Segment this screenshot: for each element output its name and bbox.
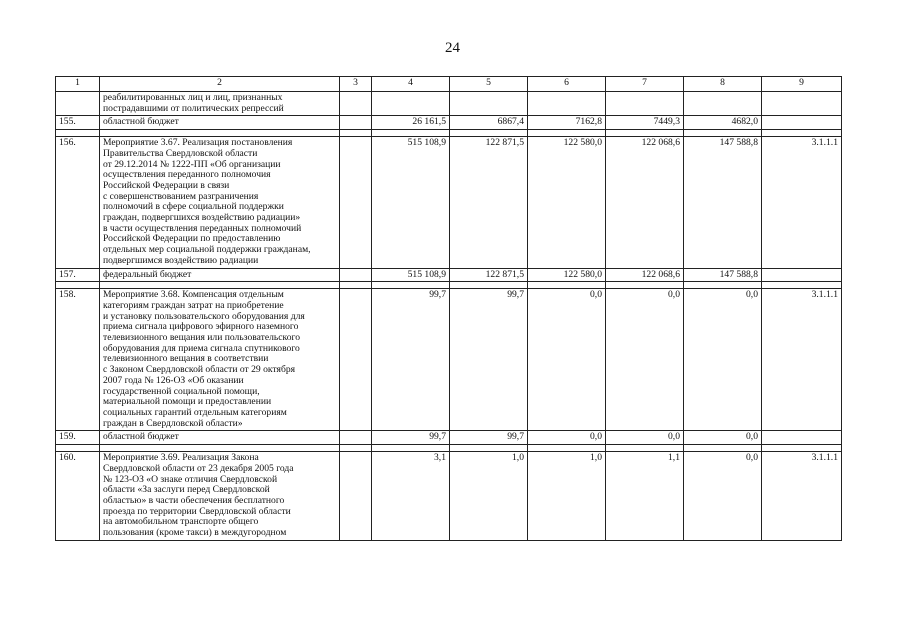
- row-description: [100, 452, 340, 541]
- spacer-cell: [372, 445, 450, 452]
- description-line: области «За заслуги перед Свердловской: [103, 484, 270, 496]
- description-line: приема сигнала цифрового эфирного наземного: [103, 321, 299, 333]
- description-line: пострадавшими от политических репрессий: [103, 102, 284, 114]
- table-row: [56, 137, 842, 268]
- row-description: [100, 92, 340, 116]
- spacer-cell: [450, 282, 528, 289]
- description-line: областью» в части обеспечения бесплатного: [103, 494, 285, 506]
- spacer-cell: [684, 445, 762, 452]
- spacer-cell: [450, 130, 528, 137]
- description-line: оборудования для приема сигнала спутникового: [103, 342, 300, 354]
- description-line: Мероприятие 3.68. Компенсация отдельным: [103, 289, 284, 301]
- value-cell-c5: 99,7: [450, 431, 528, 445]
- value-cell-c6: 122 580,0: [528, 268, 606, 282]
- description-line: категориям граждан затрат на приобретение: [103, 299, 284, 311]
- table-row: [56, 92, 842, 116]
- row-number: 160.: [56, 452, 100, 541]
- description-line: от 29.12.2014 № 1222-ПП «Об организации: [103, 158, 281, 170]
- spacer-cell: [372, 282, 450, 289]
- description-line: проезда по территории Свердловской области: [103, 505, 291, 517]
- row-number: [56, 92, 100, 116]
- column-header: 1: [56, 77, 100, 92]
- description-line: 2007 года № 126-ОЗ «Об оказании: [103, 374, 244, 386]
- value-cell-c3: [340, 431, 372, 445]
- value-cell-c3: [340, 452, 372, 541]
- value-cell-c3: [340, 116, 372, 130]
- spacer-cell: [450, 445, 528, 452]
- row-spacer: [56, 282, 842, 289]
- description-line: Свердловской области от 23 декабря 2005 года: [103, 462, 294, 474]
- row-number: 158.: [56, 289, 100, 431]
- page-number: 24: [445, 40, 460, 56]
- description-line: государственной социальной помощи,: [103, 385, 260, 397]
- spacer-cell: [528, 282, 606, 289]
- row-description: [100, 289, 340, 431]
- value-cell-c6: 122 580,0: [528, 137, 606, 268]
- description-line: телевизионного вещания или пользовательского: [103, 332, 300, 344]
- row-spacer: [56, 130, 842, 137]
- value-cell-c8: 4682,0: [684, 116, 762, 130]
- description-line: и установку пользовательского оборудования для: [103, 310, 305, 322]
- value-cell-c4: 99,7: [372, 289, 450, 431]
- row-description: [100, 116, 340, 130]
- value-cell-c5: 122 871,5: [450, 137, 528, 268]
- value-cell-c6: 7162,8: [528, 116, 606, 130]
- value-cell-c4: 515 108,9: [372, 268, 450, 282]
- description-line: Мероприятие 3.67. Реализация постановления: [103, 137, 293, 149]
- description-line: граждан, подвергшихся воздействию радиации»: [103, 212, 301, 224]
- value-cell-c9: [762, 116, 842, 130]
- table-row: [56, 268, 842, 282]
- description-line: осуществления переданного полномочия: [103, 169, 271, 181]
- description-line: полномочий в сфере социальной поддержки: [103, 201, 284, 213]
- value-cell-c5: 122 871,5: [450, 268, 528, 282]
- description-line: Российской Федерации по предоставлению: [103, 233, 281, 245]
- spacer-cell: [762, 130, 842, 137]
- spacer-cell: [528, 130, 606, 137]
- description-line: социальных гарантий отдельным категориям: [103, 406, 287, 418]
- value-cell-c3: [340, 268, 372, 282]
- value-cell-c9: 3.1.1.1: [762, 452, 842, 541]
- row-number: 159.: [56, 431, 100, 445]
- value-cell-c9: 3.1.1.1: [762, 137, 842, 268]
- value-cell-c7: 0,0: [606, 289, 684, 431]
- value-cell-c8: 147 588,8: [684, 137, 762, 268]
- row-number: 157.: [56, 268, 100, 282]
- description-line: Правительства Свердловской области: [103, 147, 258, 159]
- value-cell-c6: 0,0: [528, 289, 606, 431]
- row-spacer: [56, 445, 842, 452]
- value-cell-c6: 0,0: [528, 431, 606, 445]
- column-header: 6: [528, 77, 606, 92]
- value-cell-c9: [762, 431, 842, 445]
- value-cell-c8: 0,0: [684, 431, 762, 445]
- value-cell-c5: [450, 92, 528, 116]
- spacer-cell: [762, 282, 842, 289]
- budget-table: [55, 76, 842, 541]
- row-description: [100, 137, 340, 268]
- column-header: 3: [340, 77, 372, 92]
- value-cell-c5: 99,7: [450, 289, 528, 431]
- description-line: федеральный бюджет: [103, 268, 192, 280]
- column-header: 8: [684, 77, 762, 92]
- value-cell-c7: [606, 92, 684, 116]
- value-cell-c9: 3.1.1.1: [762, 289, 842, 431]
- value-cell-c8: [684, 92, 762, 116]
- column-header: 9: [762, 77, 842, 92]
- row-number: 156.: [56, 137, 100, 268]
- description-line: отдельных мер социальной поддержки гражданам,: [103, 244, 311, 256]
- spacer-cell: [100, 445, 340, 452]
- spacer-cell: [372, 130, 450, 137]
- value-cell-c8: 147 588,8: [684, 268, 762, 282]
- description-line: подвергшимся воздействию радиации: [103, 254, 259, 266]
- spacer-cell: [100, 130, 340, 137]
- table-row: [56, 452, 842, 541]
- value-cell-c4: 99,7: [372, 431, 450, 445]
- value-cell-c7: 1,1: [606, 452, 684, 541]
- value-cell-c3: [340, 137, 372, 268]
- value-cell-c7: 7449,3: [606, 116, 684, 130]
- value-cell-c7: 122 068,6: [606, 137, 684, 268]
- spacer-cell: [340, 445, 372, 452]
- description-line: Российской Федерации в связи: [103, 179, 230, 191]
- row-number: 155.: [56, 116, 100, 130]
- description-line: в части осуществления переданных полномочий: [103, 222, 302, 234]
- spacer-cell: [340, 282, 372, 289]
- spacer-cell: [606, 282, 684, 289]
- column-header-row: [56, 77, 842, 92]
- value-cell-c9: [762, 92, 842, 116]
- spacer-cell: [606, 130, 684, 137]
- spacer-cell: [762, 445, 842, 452]
- value-cell-c6: [528, 92, 606, 116]
- column-header: 2: [100, 77, 340, 92]
- value-cell-c4: 515 108,9: [372, 137, 450, 268]
- description-line: материальной помощи и предоставлении: [103, 396, 272, 408]
- row-description: [100, 268, 340, 282]
- value-cell-c5: 1,0: [450, 452, 528, 541]
- column-header: 4: [372, 77, 450, 92]
- value-cell-c4: [372, 92, 450, 116]
- value-cell-c4: 3,1: [372, 452, 450, 541]
- value-cell-c3: [340, 289, 372, 431]
- spacer-cell: [56, 282, 100, 289]
- value-cell-c3: [340, 92, 372, 116]
- value-cell-c5: 6867,4: [450, 116, 528, 130]
- value-cell-c9: [762, 268, 842, 282]
- value-cell-c4: 26 161,5: [372, 116, 450, 130]
- column-header: 5: [450, 77, 528, 92]
- description-line: Мероприятие 3.69. Реализация Закона: [103, 452, 259, 464]
- column-header: 7: [606, 77, 684, 92]
- spacer-cell: [100, 282, 340, 289]
- table-body: [56, 77, 842, 541]
- description-line: с Законом Свердловской области от 29 октября: [103, 364, 296, 376]
- spacer-cell: [528, 445, 606, 452]
- spacer-cell: [340, 130, 372, 137]
- spacer-cell: [684, 282, 762, 289]
- description-line: на автомобильном транспорте общего: [103, 516, 259, 528]
- description-line: телевизионного вещания в соответствии: [103, 353, 269, 365]
- table-row: [56, 116, 842, 130]
- value-cell-c8: 0,0: [684, 289, 762, 431]
- description-line: пользования (кроме такси) в междугородном: [103, 527, 287, 539]
- description-line: с совершенствованием разграничения: [103, 190, 259, 202]
- description-line: областной бюджет: [103, 116, 179, 128]
- description-line: областной бюджет: [103, 431, 179, 443]
- spacer-cell: [56, 130, 100, 137]
- description-line: граждан в Свердловской области»: [103, 417, 243, 429]
- spacer-cell: [606, 445, 684, 452]
- description-line: реабилитированных лиц и лиц, признанных: [103, 92, 283, 103]
- spacer-cell: [56, 445, 100, 452]
- value-cell-c7: 0,0: [606, 431, 684, 445]
- value-cell-c6: 1,0: [528, 452, 606, 541]
- table-row: [56, 289, 842, 431]
- table-row: [56, 431, 842, 445]
- spacer-cell: [684, 130, 762, 137]
- value-cell-c7: 122 068,6: [606, 268, 684, 282]
- value-cell-c8: 0,0: [684, 452, 762, 541]
- description-line: № 123-ОЗ «О знаке отличия Свердловской: [103, 473, 278, 485]
- row-description: [100, 431, 340, 445]
